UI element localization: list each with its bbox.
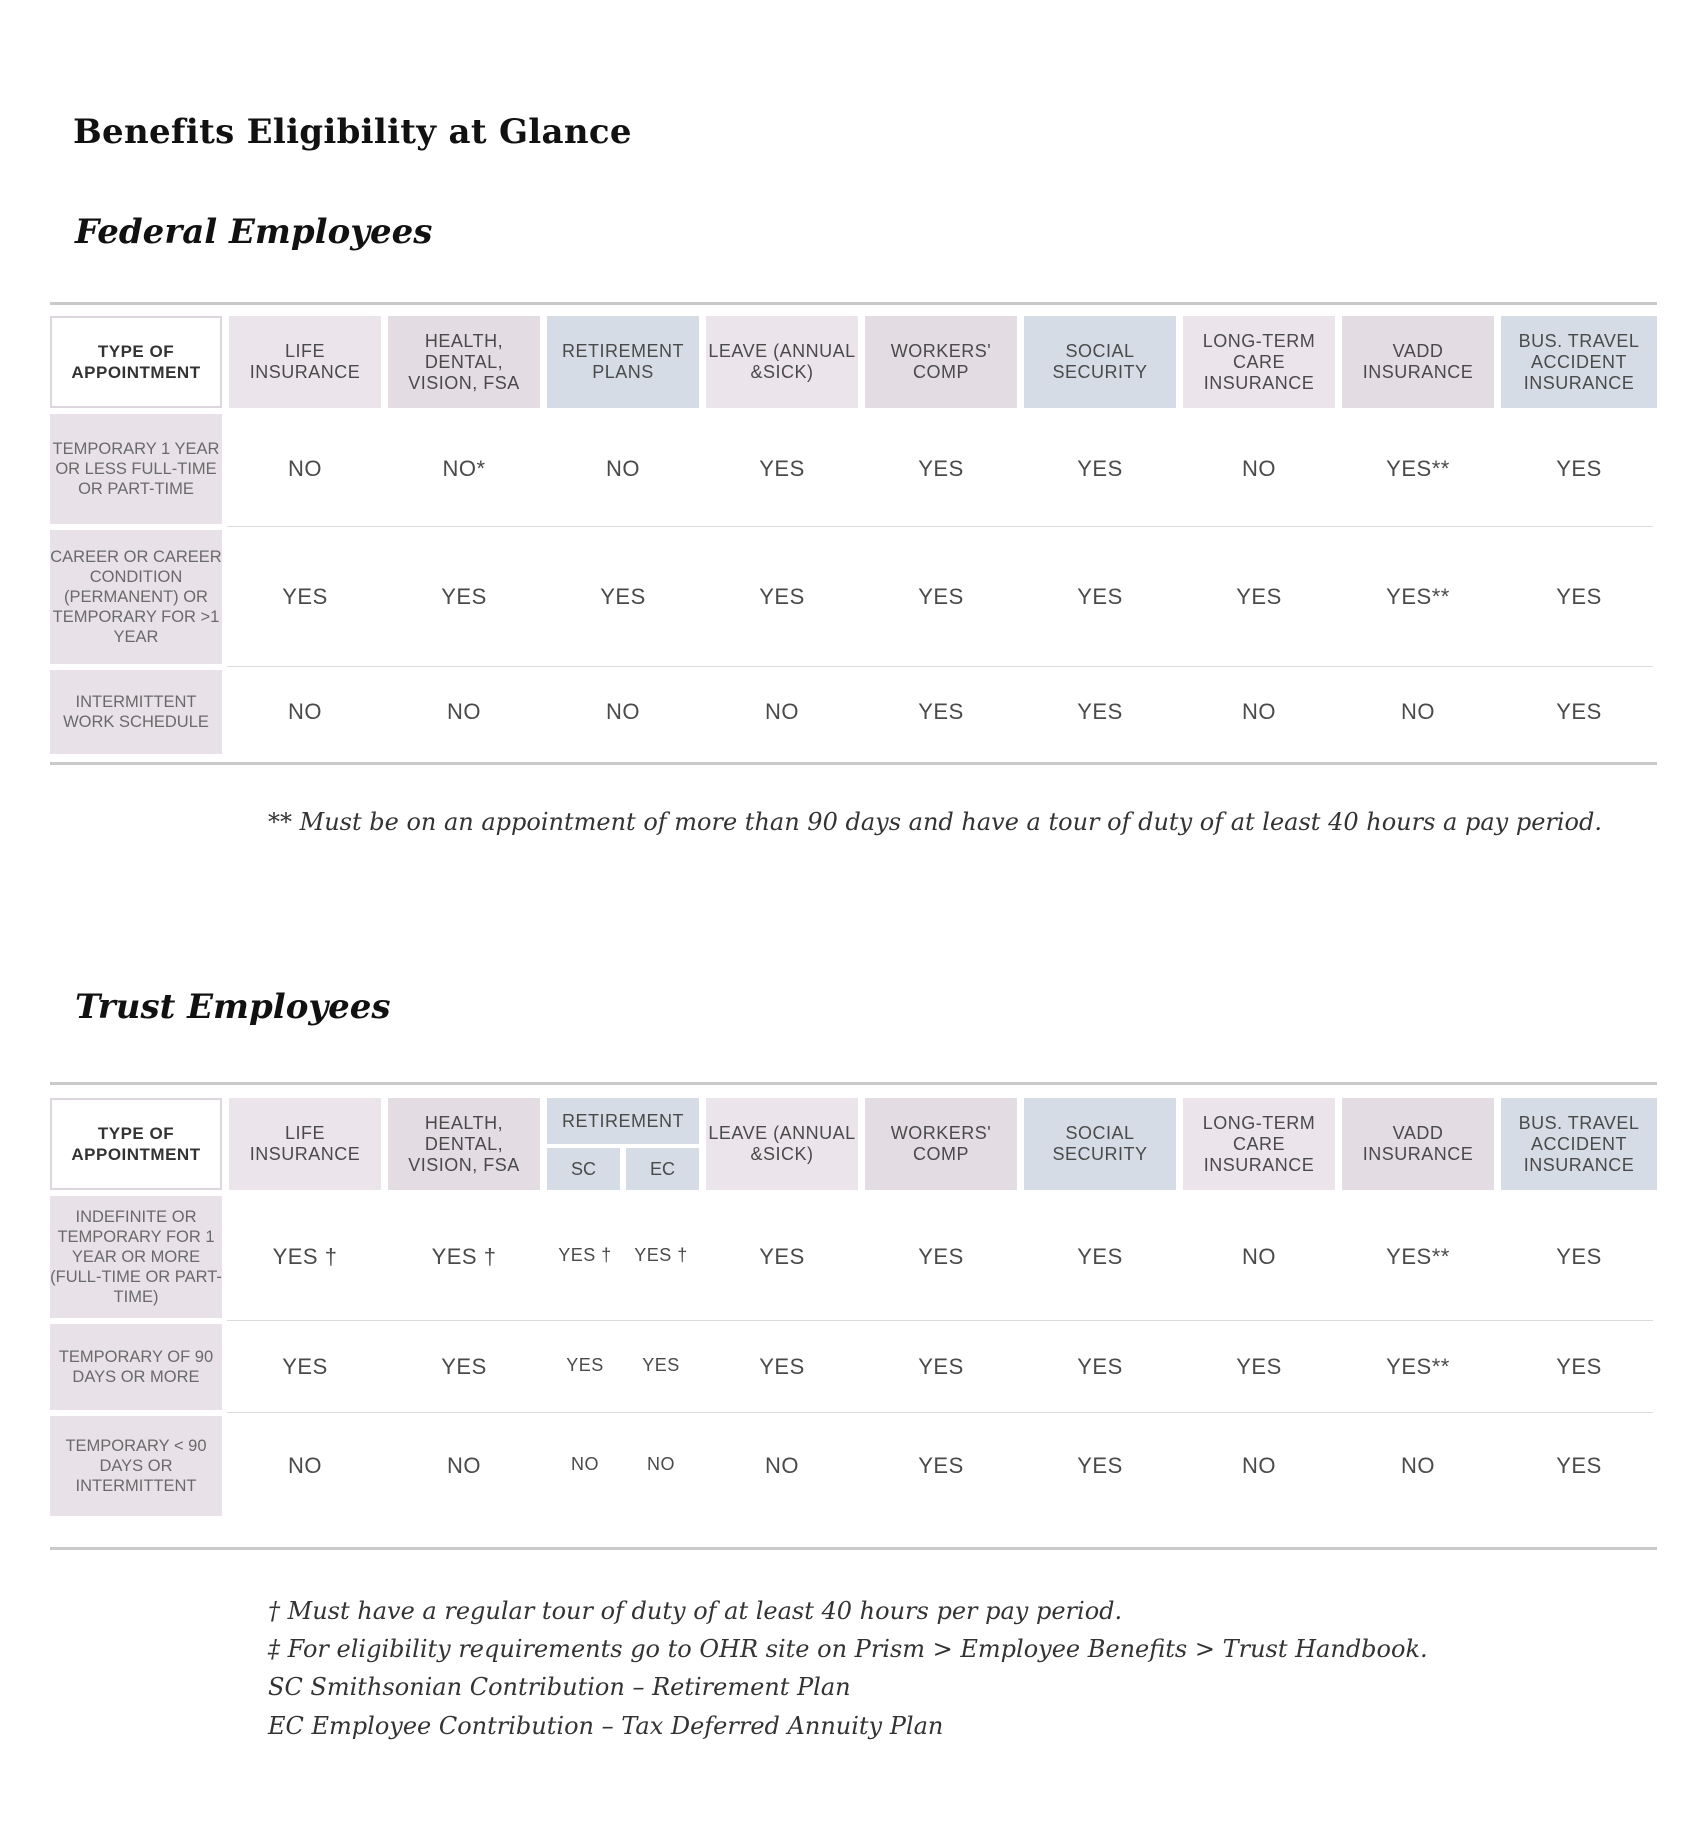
header-retirement-group — [547, 1098, 699, 1190]
header-health-dental-vision-fsa: HEALTH, DENTAL, VISION, FSA — [388, 316, 540, 408]
cell-value: NO — [1242, 456, 1276, 481]
header-retirement-ec: EC — [626, 1148, 699, 1190]
cell-value: NO — [1401, 1453, 1435, 1478]
header-bus-travel-accident: BUS. TRAVEL ACCIDENT INSURANCE — [1501, 1098, 1657, 1190]
row-separator — [227, 1320, 1653, 1321]
cell-value: NO — [288, 456, 322, 481]
cell-value: NO — [447, 1453, 481, 1478]
cell-value: YES — [759, 1244, 805, 1269]
cell-value: YES — [1077, 456, 1123, 481]
cell-value: YES — [918, 1453, 964, 1478]
cell-value: YES — [1556, 1244, 1602, 1269]
cell-value: NO — [1242, 1244, 1276, 1269]
trust-footnote-double-dagger: ‡ For eligibility requirements go to OHR site on Prism > Employee Benefits > Trust Handbook. — [268, 1635, 1428, 1663]
cell-value: NO — [606, 699, 640, 724]
cell-value: YES — [1077, 699, 1123, 724]
federal-bottom-rule — [50, 762, 1657, 765]
cell-value: NO — [447, 699, 481, 724]
cell-value: YES — [759, 1354, 805, 1379]
cell-value-sc: YES † — [558, 1244, 612, 1265]
header-type-of-appointment: TYPE OF APPOINTMENT — [50, 316, 222, 408]
header-life-insurance: LIFE INSURANCE — [229, 316, 381, 408]
cell-value: YES — [918, 456, 964, 481]
header-life-insurance: LIFE INSURANCE — [229, 1098, 381, 1190]
cell-value: YES — [282, 1354, 328, 1379]
header-type-of-appointment: TYPE OF APPOINTMENT — [50, 1098, 222, 1190]
cell-value: YES — [441, 1354, 487, 1379]
cell-value: YES** — [1386, 456, 1450, 481]
cell-value: YES — [441, 584, 487, 609]
cell-value: YES — [918, 1244, 964, 1269]
header-long-term-care: LONG-TERM CARE INSURANCE — [1183, 1098, 1335, 1190]
header-social-security: SOCIAL SECURITY — [1024, 316, 1176, 408]
cell-value: YES — [1077, 584, 1123, 609]
cell-value: YES — [1556, 699, 1602, 724]
cell-value: YES — [759, 456, 805, 481]
row-label-intermittent: INTERMITTENT WORK SCHEDULE — [50, 670, 222, 754]
row-separator — [227, 666, 1653, 667]
cell-value: YES † — [272, 1244, 338, 1269]
header-workers-comp: WORKERS' COMP — [865, 1098, 1017, 1190]
header-bus-travel-accident: BUS. TRAVEL ACCIDENT INSURANCE — [1501, 316, 1657, 408]
trust-footnote-ec: EC Employee Contribution – Tax Deferred Annuity Plan — [268, 1712, 944, 1740]
header-health-dental-vision-fsa: HEALTH, DENTAL, VISION, FSA — [388, 1098, 540, 1190]
cell-value: YES — [1236, 1354, 1282, 1379]
header-retirement: RETIREMENT — [547, 1098, 699, 1144]
header-social-security: SOCIAL SECURITY — [1024, 1098, 1176, 1190]
cell-value: YES — [1556, 1354, 1602, 1379]
header-leave: LEAVE (ANNUAL &SICK) — [706, 316, 858, 408]
cell-value: NO* — [442, 456, 486, 481]
federal-section-title: Federal Employees — [75, 212, 433, 252]
cell-value: NO — [1401, 699, 1435, 724]
cell-value: YES — [282, 584, 328, 609]
row-separator — [227, 1412, 1653, 1413]
page-title: Benefits Eligibility at Glance — [73, 112, 632, 152]
cell-value: NO — [288, 699, 322, 724]
trust-eligibility-table — [50, 1098, 1657, 1518]
header-vadd-insurance: VADD INSURANCE — [1342, 316, 1494, 408]
row-label-temporary-less-90: TEMPORARY < 90 DAYS OR INTERMITTENT — [50, 1416, 222, 1516]
cell-value: NO — [1242, 699, 1276, 724]
header-leave: LEAVE (ANNUAL &SICK) — [706, 1098, 858, 1190]
cell-value-sc: YES — [566, 1354, 604, 1375]
cell-value: YES — [1556, 584, 1602, 609]
trust-bottom-rule — [50, 1547, 1657, 1550]
trust-top-rule — [50, 1082, 1657, 1085]
cell-value-sc: NO — [571, 1453, 599, 1474]
cell-value: YES** — [1386, 1244, 1450, 1269]
trust-footnote-sc: SC Smithsonian Contribution – Retirement Plan — [268, 1673, 851, 1701]
cell-value: NO — [765, 1453, 799, 1478]
cell-value: YES — [1077, 1354, 1123, 1379]
cell-value: YES — [1556, 1453, 1602, 1478]
cell-value: YES** — [1386, 1354, 1450, 1379]
cell-value: YES — [1077, 1453, 1123, 1478]
row-label-temporary-90-days: TEMPORARY OF 90 DAYS OR MORE — [50, 1324, 222, 1410]
trust-section-title: Trust Employees — [75, 987, 391, 1027]
cell-value-ec: NO — [647, 1453, 675, 1474]
cell-value: YES — [1236, 584, 1282, 609]
cell-value: YES † — [431, 1244, 497, 1269]
row-label-temporary-1-year: TEMPORARY 1 YEAR OR LESS FULL-TIME OR PART-TIME — [50, 414, 222, 524]
cell-value: YES** — [1386, 584, 1450, 609]
cell-value: YES — [918, 1354, 964, 1379]
header-workers-comp: WORKERS' COMP — [865, 316, 1017, 408]
cell-value: NO — [288, 1453, 322, 1478]
cell-value-ec: YES † — [634, 1244, 688, 1265]
federal-footnote: ** Must be on an appointment of more than 90 days and have a tour of duty of at least 40 hours a pay period. — [268, 808, 1602, 836]
federal-eligibility-table — [50, 316, 1657, 756]
cell-value: YES — [759, 584, 805, 609]
cell-value: YES — [918, 584, 964, 609]
trust-footnote-dagger: † Must have a regular tour of duty of at least 40 hours per pay period. — [268, 1597, 1123, 1625]
cell-value: YES — [918, 699, 964, 724]
cell-value: YES — [1077, 1244, 1123, 1269]
cell-value: YES — [1556, 456, 1602, 481]
header-vadd-insurance: VADD INSURANCE — [1342, 1098, 1494, 1190]
federal-top-rule — [50, 302, 1657, 305]
cell-value: NO — [765, 699, 799, 724]
cell-value: NO — [1242, 1453, 1276, 1478]
header-retirement-plans: RETIREMENT PLANS — [547, 316, 699, 408]
row-label-indefinite: INDEFINITE OR TEMPORARY FOR 1 YEAR OR MORE (FULL-TIME OR PART-TIME) — [50, 1196, 222, 1318]
cell-value: NO — [606, 456, 640, 481]
cell-value: YES — [600, 584, 646, 609]
header-long-term-care: LONG-TERM CARE INSURANCE — [1183, 316, 1335, 408]
row-separator — [227, 526, 1653, 527]
row-label-career: CAREER OR CAREER CONDITION (PERMANENT) OR TEMPORARY FOR >1 YEAR — [50, 530, 222, 664]
cell-value-ec: YES — [642, 1354, 680, 1375]
header-retirement-sc: SC — [547, 1148, 620, 1190]
